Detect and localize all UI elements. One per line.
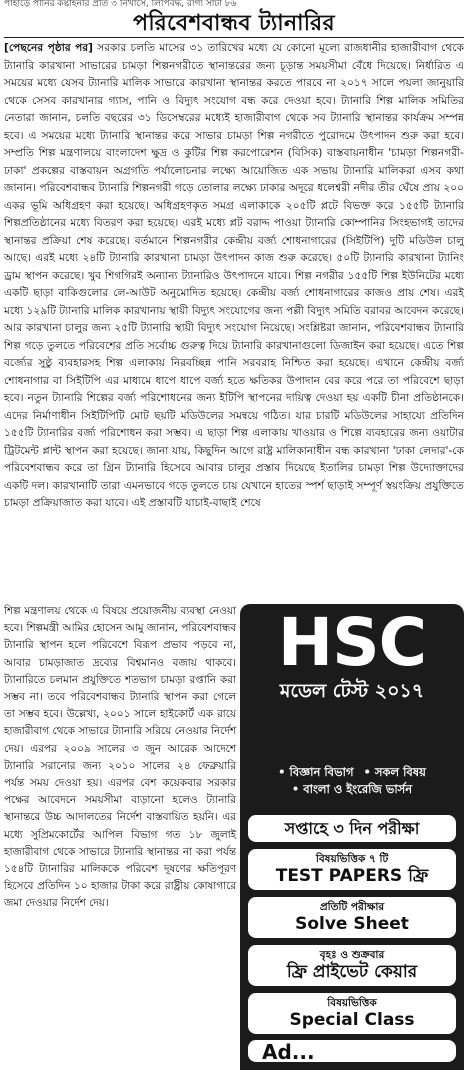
hsc-advertisement: [240, 604, 464, 1064]
ad-feature-version: • বাংলা ও ইংরেজি ভার্সন: [291, 782, 413, 796]
ad-title: HSC: [277, 604, 427, 681]
top-strip-text: পাহাড়ে পানির কষ্টাহনার প্রতি ৩ নিখাসে, লিপিবদ্ধ, রাগ্য সাটা ৮৬: [4, 0, 237, 9]
ad-box-special-class: বিষয়ভিত্তিক Special Class: [248, 993, 456, 1034]
article-headline: পরিবেশবান্ধব ট্যানারির: [133, 11, 335, 36]
headline-rule: [4, 37, 464, 38]
ad-box-solve-sheet: প্রতিটি পরীক্ষার Solve Sheet: [248, 897, 456, 938]
ad-features: [240, 758, 464, 806]
article-body-top: [4, 40, 464, 602]
ad-box-test-papers: বিষয়ভিত্তিক ৭ টি TEST PAPERS ফ্রি: [248, 849, 456, 890]
ad-header: [240, 604, 464, 758]
ad-box-weekly-exam: সপ্তাহে ৩ দিন পরীক্ষা: [248, 815, 456, 842]
ad-feature-science: • বিজ্ঞান বিভাগ: [278, 765, 354, 779]
ad-feature-line-1: [248, 764, 456, 781]
continued-tag: [পেছনের পৃষ্ঠার পর]: [4, 42, 94, 54]
ad-box-private-care: বৃহঃ ও শুক্রবার ফ্রি প্রাইভেট কেয়ার: [248, 945, 456, 986]
ad-offer-boxes: [240, 806, 464, 1070]
article-intro-text: সরকার চলতি মাসের ৩১ তারিখের মধ্যে যে কোনো মূল্যে রাজধানীর হাজারীবাগ থেকে ট্যানারি কারখানা সাভারের চামড়া শিল্পনগরীতে স্থানান্তরের জন্য চূড়ান্ত সময়সীমা বেঁধে দিয়েছে। নির্ধারিত এ সময়ের মধ্যে যেসব ট্যানারি মালিক সাভারে কারখানা স্থানান্তর করতে পারবে না ২০১৭ সালে পয়লা জানুয়ারি থেকে সেসব কারখানার গ্যাস, পানি ও বিদ্যুৎ সংযোগ বন্ধ করে দেওয়া হবে। ট্যানারি শিল্প মালিক সমিতির নেতারা জানান, চলতি বছরের ৩১ ডিসেম্বরের মধ্যেই হাজারীবাগ থেকে সব ট্যানারি স্থানান্তর কার্যক্রম সম্পন্ন হবে। এ সময়ের মধ্যে ট্যানারি স্থানান্তর করে সাভার চামড়া শিল্প নগরীতে পুরোদমে উৎপাদন শুরু করা হবে। সম্প্রতি শিল্প মন্ত্রণালয়ে বাংলাদেশ ক্ষুদ্র ও কুটির শিল্প করপোরেশন (বিসিক) বাস্তবায়নাধীন 'চামড়া শিল্পনগরী-ঢাকা' প্রকল্পের বাস্তবায়ন অগ্রগতি পর্যালোচনার লক্ষ্যে আয়োজিত এক সভায় ট্যানারি মালিকরা এসব কথা জানান। পরিবেশবান্ধব ট্যানারি শিল্পনগরী গড়ে তোলার লক্ষ্যে ঢাকার অদূরে ধলেশ্বরী নদীর তীর ঘেঁষে প্রায় ২০০ একর ভূমি অধিগ্রহণ করা হয়েছে। অধিগ্রহণকৃত সমগ্র এলাকাকে ২০৫টি প্লটে বিভক্ত করে ১৫৫টি ট্যানারি শিল্পপ্রতিষ্ঠানের মধ্যে বিতরণ করা হয়েছে। এরই মধ্যে প্লট বরাদ্দ পাওয়া ট্যানারি কোম্পানির সিংহভাগই তাদের স্থানান্তর প্রক্রিয়া শেষ করেছে। বর্তমানে শিল্পনগরীর কেন্দ্রীয় বর্জ্য শোধনাগারের (সিইটিপি) দুটি মডিউল চালু আছে। এরই মধ্যে ২৪টি ট্যানারি কারখানা চামড়া উৎপাদন কাজ শুরু করেছে। ৫০টি ট্যানারি কারখানা ট্যানিং ড্রাম স্থাপন করেছে। খুব শিগগিরই অন্যান্য ট্যানারিও উৎপাদনে যাবে। শিল্প নগরীর ১৫৫টি শিল্প ইউনিটের মধ্যে একটি ছাড়া বাকিগুলোর লে-আউট অনুমোদিত হয়েছে। কেন্দ্রীয় বর্জ্য শোধনাগারের কাজও প্রায় শেষ। এরই মধ্যে ১২৯টি ট্যানারি মালিক কারখানায় স্থায়ী বিদ্যুৎ সংযোগের জন্য পল্লী বিদ্যুৎ সমিতি বরাবর আবেদন করেছে। আর কারখানা চালুর জন্য ২৫টি ট্যানারি স্থায়ী বিদ্যুৎ সংযোগ নিয়েছে। সংশ্লিষ্টরা জানান, পরিবেশবান্ধব ট্যানারি শিল্প গড়ে তুলতে পরিবেশের প্রতি সর্বোচ্চ গুরুত্ব দিয়ে ট্যানারি কারখানাগুলো ডিজাইন করা হয়েছে। এতে শিল্প বর্জ্যের সুষ্ঠু ব্যবহারসহ শিল্প এলাকায় নিরবচ্ছিন্ন পানি সরবরাহ নিশ্চিত করা হয়েছে। এখানে কেন্দ্রীয় বর্জ্য শোধনাগার বা সিইটিপি এর মাধ্যমে ধাপে ধাপে বর্জ্য হতে ক্ষতিকর উপাদান বের করে পরে তা পরিবেশে ছাড়া হবে। নতুন ট্যানারি শিল্পের বর্জ্য পরিশোধনের জন্য ইটিপি স্থাপনের দায়িত্ব দেওয়া হয় একটি চীনা প্রতিষ্ঠানকে। এদের নির্মাণাধীন সিইটিপিটি মোট ছয়টি মডিউলের সমন্বয়ে গঠিত। যার চারটি মডিউলের সাহায্যে প্রতিদিন ১৫৫টি ট্যানারির বর্জ্য পরিশোধন করা সম্ভব। এ ছাড়া শিল্প এলাকায় খাওয়ার ও শিল্পে ব্যবহারের জন্য ওয়াটার ট্রিটমেন্ট প্লান্ট স্থাপন করা হয়েছে। জানা যায়, কিছুদিন আগে রাষ্ট্র মালিকানাধীন বন্ধ কারখানা 'ঢাকা লেদার'-কে পরিবেশবান্ধব করে তা গ্রিন ট্যানারি হিসেবে আবার চালুর প্রস্তাব দিয়েছে ইতালির চামড়া শিল্প উদ্যোক্তাদের একটি দল। কারখানাটি তারা এমনভাবে গড়ে তুলতে চায় যেখানে হাতের স্পর্শ ছাড়াই সম্পূর্ণ স্বয়ংক্রিয় প্রযুক্তিতে চামড়া প্রক্রিয়াজাত করা যাবে। এই প্রস্তাবটি যাচাই-বাছাই শেষে: [4, 42, 465, 509]
ad-cut-off-text: Ad...: [248, 1040, 456, 1062]
article-body-left-column: শিল্প মন্ত্রণালয় থেকে এ বিষয়ে প্রয়োজনীয় ব্যবস্থা নেওয়া হবে। শিল্পমন্ত্রী আমির হোসেন আমু জানান, পরিবেশবান্ধব ট্যানারি স্থাপন হলে পরিবেশে বিরূপ প্রভাব পড়বে না, আবার চামড়াজাত দ্রব্যের বিশ্বমানও বজায় থাকবে। ট্যানারিতে চলমান প্রযুক্তিতে শতভাগ চামড়া রপ্তানি করা সম্ভব না। তবে পরিবেশবান্ধব ট্যানারি স্থাপন করা গেলে তা সম্ভব হবে। উল্লেখ্য, ২০০১ সালে হাইকোর্ট এক রায়ে হাজারীবাগ থেকে সাভারে ট্যানারি সরিয়ে নেওয়ার নির্দেশ দেয়। এরপর ২০০৯ সালের ৩ জুন আরেক আদেশে ট্যানারি সরানোর জন্য ২০১০ সালের ২৪ ফেব্রুয়ারি পর্যন্ত সময় দেওয়া হয়। এরপর বেশ কয়েকবার সরকার পক্ষের আবেদনে সময়সীমা বাড়ানো হলেও ট্যানারি স্থানান্তরে উচ্চ আদালতের নির্দেশ বাস্তবায়িত হয়নি। এর মধ্যে সুপ্রিমকোর্টের আপিল বিভাগ গত ১৮ জুলাই হাজারীবাগ থেকে সাভারে ট্যানারি স্থানান্তর না করা পর্যন্ত ১৫৪টি ট্যানারির মালিককে পরিবেশ দূষণের ক্ষতিপূরণ হিসেবে প্রতিদিন ১০ হাজার টাকা করে রাষ্ট্রীয় কোষাগারে জমা দেওয়ার নির্দেশ দেয়।: [4, 605, 236, 910]
ad-feature-all-subjects: • সকল বিষয়: [363, 765, 426, 779]
ad-subtitle: মডেল টেস্ট ২০১৭: [279, 680, 425, 702]
